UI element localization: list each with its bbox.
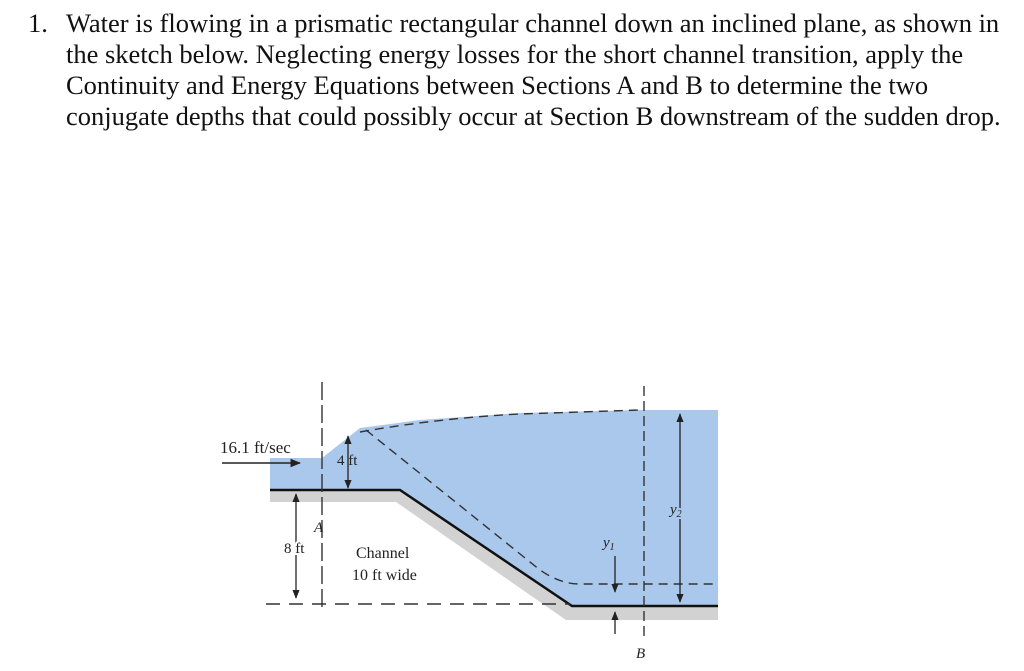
y2-label: $y_2$ (670, 502, 682, 520)
channel-label-line1: Channel (356, 545, 410, 562)
section-a-label: A (314, 520, 324, 536)
channel-label-line2: 10 ft wide (352, 567, 417, 584)
problem-number: 1. (28, 8, 48, 38)
velocity-label: 16.1 ft/sec (220, 438, 291, 457)
problem-text: Water is flowing in a prismatic rectangular channel down an inclined plane, as shown in the sketch below. Neglecting energy losses for the short channel transition, apply the Continuity and Energy Equations between Sections A and B to determine the two conjugate depths that could possibly occur at Section B downstream of the sudden drop. (66, 8, 1001, 131)
section-b-label: B (636, 646, 646, 662)
depth-label: 4 ft (337, 453, 358, 469)
y1-label: $y_1$ (603, 535, 615, 553)
water-body (270, 410, 718, 606)
drop-label: 8 ft (284, 541, 305, 557)
